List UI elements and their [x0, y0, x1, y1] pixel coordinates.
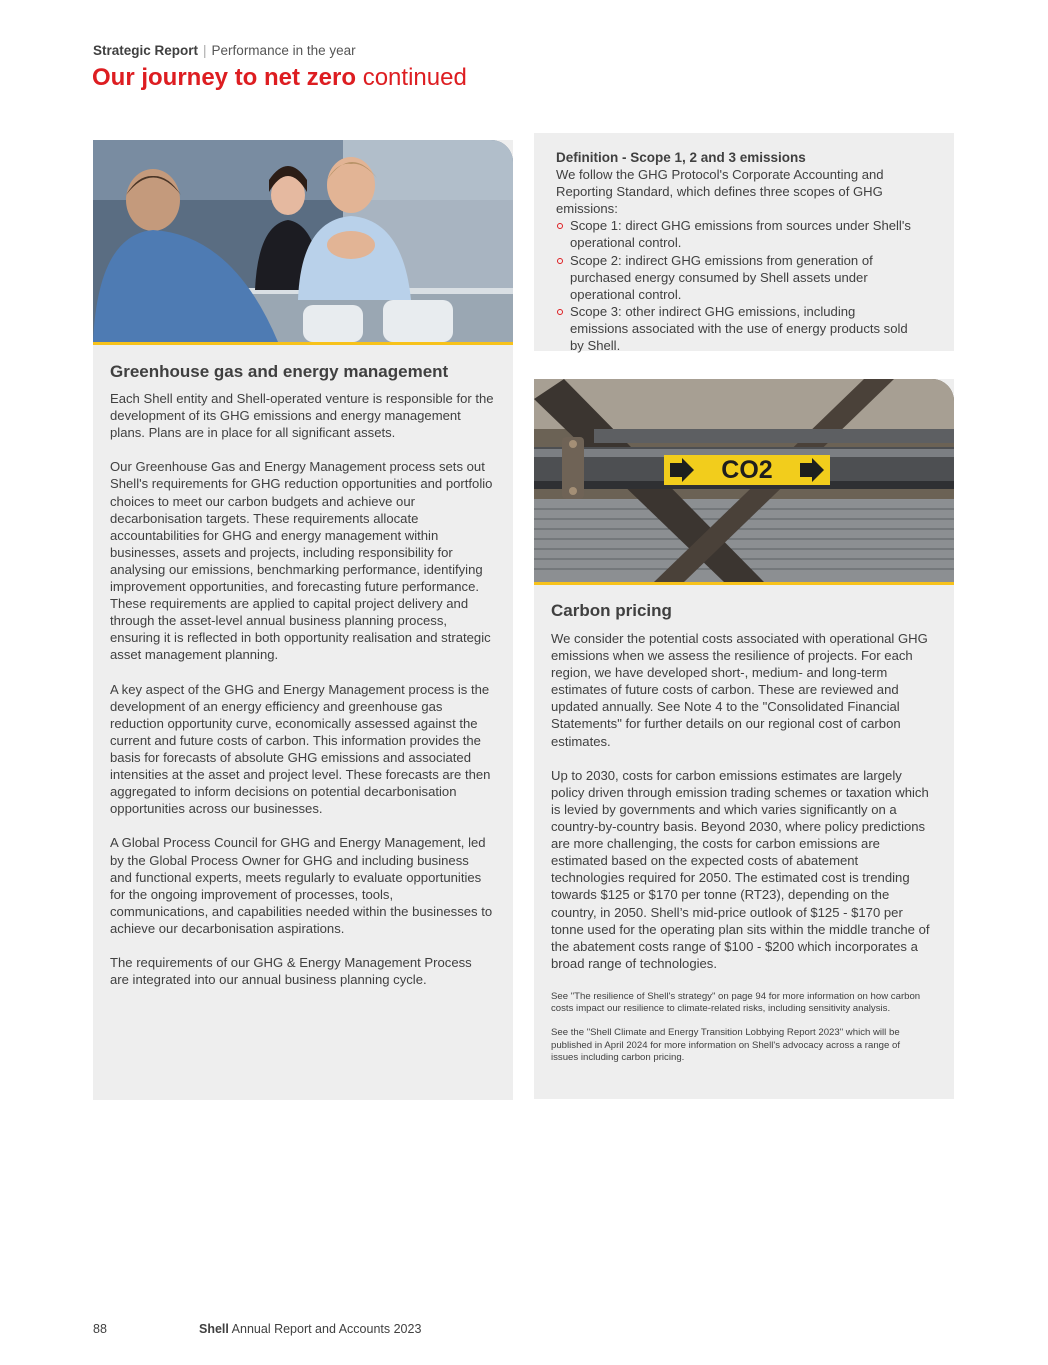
footer-brand: Shell: [199, 1322, 229, 1336]
paragraph: A key aspect of the GHG and Energy Management process is the development of an energy efficiency and greenhouse gas reduction opportunity curve, economically assessed against the current and future costs of carbon. This information provides the basis for forecasts of absolute GHG emissions and associated intensities at the asset and project level. These forecasts are then aggregated to inform decisions on potential decarbonisation opportunities across our businesses.: [110, 681, 491, 817]
paragraph: A Global Process Council for GHG and Energy Management, led by the Global Process Owner for GHG and including business and functional experts, meets regularly to evaluate opportunities for the ongoing improvement of processes, tools, communications, and capabilities needed within the businesses to achieve our decarbonisation aspirations.: [110, 835, 493, 936]
breadcrumb: [93, 43, 356, 58]
photo-accent-bar: [534, 582, 954, 585]
ghg-management-body: [110, 390, 494, 1005]
footer-publication: [199, 1322, 421, 1336]
co2-pipeline-photo: [534, 379, 954, 582]
breadcrumb-subsection: Performance in the year: [211, 43, 356, 58]
list-item: Scope 1: direct GHG emissions from sources under Shell's operational control.: [556, 217, 916, 251]
page-title-strong: Our journey to net zero: [92, 64, 357, 91]
breadcrumb-separator: |: [203, 43, 207, 58]
paragraph: We consider the potential costs associated with operational GHG emissions when we assess the resilience of projects. For each region, we have developed short-, medium- and long-term estimates of future costs of carbon. These are reviewed and updated annually. See Note 4 to the "Consolidated Financial Statements" for further details on our regional cost of carbon estimates.: [551, 631, 928, 749]
page-title-rest: continued: [362, 64, 467, 91]
carbon-pricing-body: [551, 630, 931, 989]
page-title: [92, 64, 467, 92]
scope-definition-title: Definition - Scope 1, 2 and 3 emissions: [556, 150, 806, 165]
photo-accent-bar: [93, 342, 513, 345]
co2-label: CO2: [721, 456, 773, 484]
paragraph: Each Shell entity and Shell-operated venture is responsible for the development of its GHG emissions and energy management plans. Plans are in place for all significant assets.: [110, 391, 494, 441]
list-item: Scope 3: other indirect GHG emissions, including emissions associated with the use of energy products sold by Shell.: [556, 303, 916, 354]
scope-definition-intro: We follow the GHG Protocol's Corporate Accounting and Reporting Standard, which defines three scopes of GHG emissions:: [556, 167, 884, 217]
carbon-pricing-notes: [551, 991, 929, 1076]
list-item: Scope 2: indirect GHG emissions from generation of purchased energy consumed by Shell assets under operational control.: [556, 252, 916, 303]
note: See the "Shell Climate and Energy Transition Lobbying Report 2023" which will be published in April 2024 for more information on Shell's advocacy across a range of issues including carbon pricing.: [551, 1027, 901, 1063]
ghg-management-heading: Greenhouse gas and energy management: [110, 362, 449, 381]
footer-report: Annual Report and Accounts 2023: [231, 1322, 422, 1336]
paragraph: The requirements of our GHG & Energy Management Process are integrated into our annual business planning cycle.: [110, 955, 472, 988]
scope-list: [556, 217, 916, 354]
meeting-photo: [93, 140, 513, 342]
scope-definition-content: [556, 149, 916, 354]
carbon-pricing-heading: Carbon pricing: [551, 601, 672, 620]
paragraph: Our Greenhouse Gas and Energy Management process sets out Shell's requirements for GHG reduction opportunities and portfolio choices to meet our carbon budgets and achieve our decarbonisation targets. These requirements allocate accountabilities for GHG and energy management within businesses, assets and projects, including responsibility for analysing our emissions, benchmarking performance, identifying improvement opportunities, and forecasting future performance. These requirements are applied to capital project delivery and through the asset-level annual business planning process, ensuring it is reflected in both opportunity realisation and strategic asset management planning.: [110, 459, 493, 663]
page-number: 88: [93, 1322, 107, 1336]
meeting-illustration: [93, 140, 513, 342]
note: See "The resilience of Shell's strategy" on page 94 for more information on how carbon costs impact our resilience to climate-related risks, including sensitivity analysis.: [551, 991, 921, 1015]
breadcrumb-section: Strategic Report: [93, 43, 199, 58]
paragraph: Up to 2030, costs for carbon emissions estimates are largely policy driven through emission trading schemes or taxation which is levied by governments and which varies significantly on a country-by-country basis. Beyond 2030, where policy predictions are more challenging, the costs for carbon emissions are estimated based on the expected costs of abatement technologies required for 2050. The estimated cost is trending towards $125 or $170 per tonne (RT23), depending on the country, in 2050. Shell’s mid-price outlook of $125 - $170 per tonne used for the operating plan sits within the middle tranche of the abatement costs range of $100 - $200 which incorporates a broad range of technologies.: [551, 767, 930, 971]
